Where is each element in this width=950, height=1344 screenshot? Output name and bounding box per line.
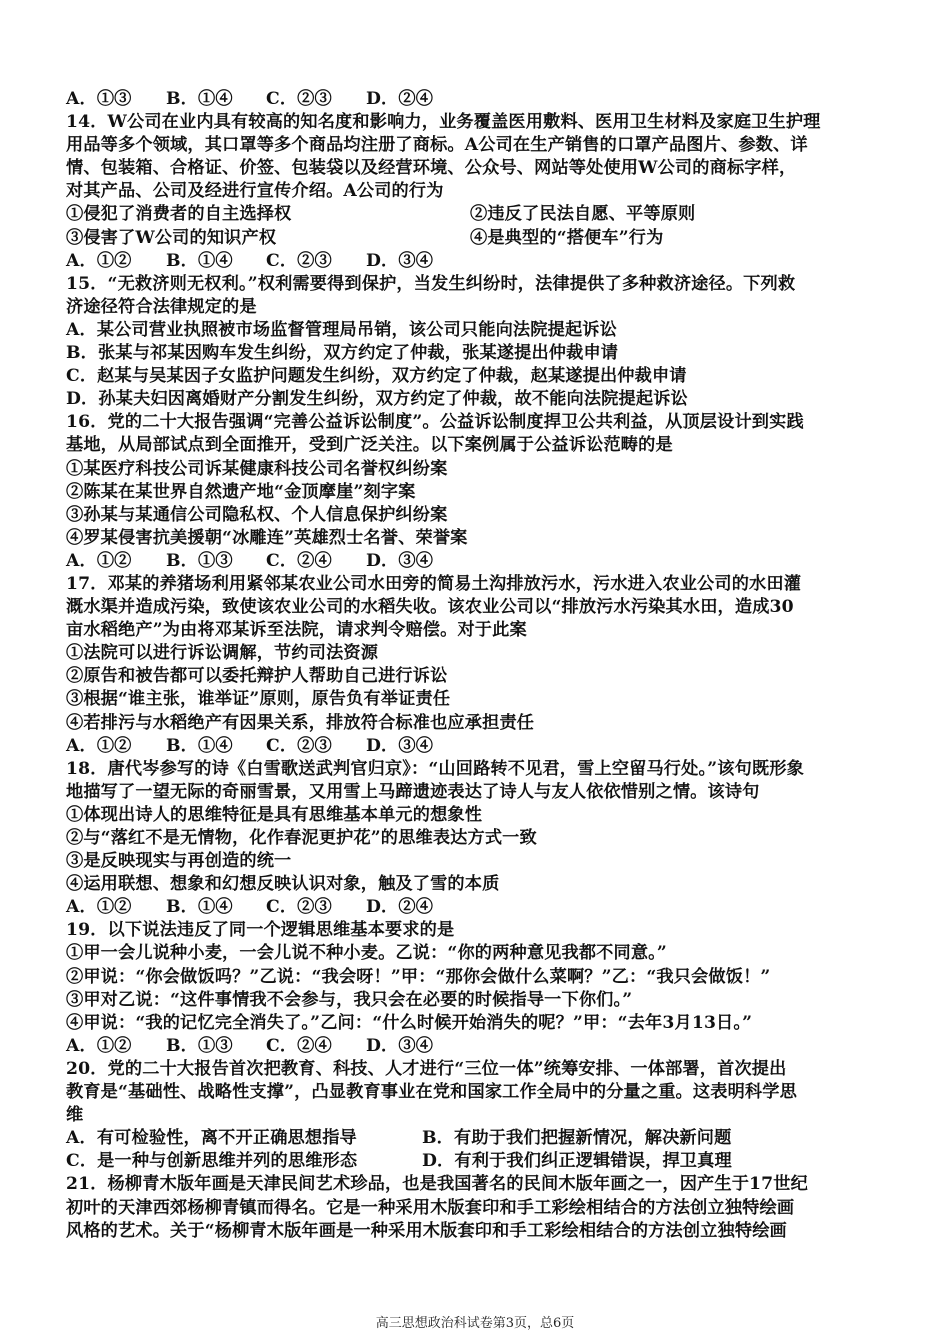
q18-options [66, 896, 888, 919]
q20-option-c: C．是一种与创新思维并列的思维形态 [66, 1151, 358, 1172]
q21-stem-line-3: 风格的艺术。关于“杨柳青木版年画是一种采用木版套印和手工彩绘相结合的方法创立独特绘画 [66, 1220, 787, 1241]
q18-statement-2: ②与“落红不是无情物，化作春泥更护花”的思维表达方式一致 [66, 828, 537, 848]
q14-stem-line-4: 对其产品、公司及经进行宣传介绍。A公司的行为 [66, 181, 444, 202]
q19-option-b: B．①③ [166, 1035, 233, 1056]
q14-option-a: A．①② [66, 250, 132, 271]
q16-options [66, 550, 888, 573]
q13-options [66, 88, 888, 111]
q19-option-a: A．①② [66, 1035, 132, 1056]
q16-statement-2: ②陈某在某世界自然遗产地“金顶摩崖”刻字案 [66, 481, 416, 502]
q14-option-b: B．①④ [166, 250, 233, 271]
q18-statement-3: ③是反映现实与再创造的统一 [66, 851, 292, 872]
q14-statement-3: ③侵害了W公司的知识产权 [66, 227, 277, 248]
q13-option-c: C．②③ [266, 89, 332, 109]
q20-option-a: A．有可检验性，离不开正确思想指导 [66, 1128, 357, 1149]
q20-option-d: D．有利于我们纠正逻辑错误，捍卫真理 [422, 1151, 732, 1172]
q21-stem-line-1: 21．杨柳青木版年画是天津民间艺术珍品，也是我国著名的民间木版年画之一，因产生于17世纪 [66, 1174, 808, 1195]
q15-option-d: D．孙某夫妇因离婚财产分割发生纠纷，双方约定了仲裁，故不能向法院提起诉讼 [66, 389, 688, 410]
q20-stem-line-1: 20．党的二十大报告首次把教育、科技、人才进行“三位一体”统筹安排、一体部署，首次提出 [66, 1058, 787, 1079]
q18-stem-line-2: 地描写了一望无际的奇丽雪景，又用雪上马蹄遗迹表达了诗人与友人依依惜别之情。该诗句 [66, 781, 760, 802]
q20-options-row-1 [66, 1127, 888, 1150]
q16-statement-4: ④罗某侵害抗美援朝“冰雕连”英雄烈士名誉、荣誉案 [66, 527, 468, 548]
q16-option-a: A．①② [66, 550, 132, 571]
q17-statement-4: ④若排污与水稻绝产有因果关系，排放符合标准也应承担责任 [66, 712, 535, 733]
q18-option-d: D．②④ [366, 897, 434, 918]
q18-option-b: B．①④ [166, 897, 233, 918]
q17-stem-line-3: 亩水稻绝产”为由将邓某诉至法院，请求判令赔偿。对于此案 [66, 620, 527, 641]
q17-option-d: D．③④ [366, 735, 434, 756]
q19-stem: 19．以下说法违反了同一个逻辑思维基本要求的是 [66, 920, 455, 941]
q20-stem-line-3: 维 [66, 1105, 84, 1126]
q20-options-row-2 [66, 1150, 888, 1173]
q16-option-d: D．③④ [366, 550, 434, 571]
q14-options [66, 250, 888, 273]
q17-option-c: C．②③ [266, 735, 332, 756]
q19-option-c: C．②④ [266, 1035, 332, 1056]
q17-option-b: B．①④ [166, 735, 233, 756]
q19-statement-3: ③甲对乙说：“这件事情我不会参与，我只会在必要的时候指导一下你们。” [66, 989, 633, 1010]
q16-option-c: C．②④ [266, 550, 332, 571]
q14-stem-line-1: 14．W公司在业内具有较高的知名度和影响力，业务覆盖医用敷料、医用卫生材料及家庭卫生护理 [66, 112, 821, 133]
q20-option-b: B．有助于我们把握新情况，解决新问题 [422, 1128, 732, 1149]
q20-stem-line-2: 教育是“基础性、战略性支撑”，凸显教育事业在党和国家工作全局中的分量之重。这表明科学思 [66, 1082, 797, 1103]
q13-option-d: D．②④ [366, 89, 434, 109]
q17-statement-3: ③根据“谁主张，谁举证”原则，原告负有举证责任 [66, 689, 451, 710]
q15-option-c: C．赵某与吴某因子女监护问题发生纠纷，双方约定了仲裁，赵某遂提出仲裁申请 [66, 366, 687, 387]
q19-statement-4: ④甲说：“我的记忆完全消失了。”乙问：“什么时候开始消失的呢？”甲：“去年3月13日。” [66, 1012, 753, 1033]
q21-stem-line-2: 初叶的天津西郊杨柳青镇而得名。它是一种采用木版套印和手工彩绘相结合的方法创立独特绘画 [66, 1197, 795, 1218]
q17-stem-line-1: 17．邓某的养猪场利用紧邻某农业公司水田旁的简易土沟排放污水，污水进入农业公司的水田灌 [66, 573, 802, 594]
q14-statement-1: ①侵犯了消费者的自主选择权 [66, 204, 292, 225]
q14-statement-2: ②违反了民法自愿、平等原则 [470, 204, 696, 225]
q18-option-a: A．①② [66, 897, 132, 918]
q17-option-a: A．①② [66, 735, 132, 756]
q15-stem-line-2: 济途径符合法律规定的是 [66, 296, 257, 317]
q14-statement-4: ④是典型的“搭便车”行为 [470, 227, 664, 248]
q14-option-c: C．②③ [266, 250, 332, 271]
q15-option-a: A．某公司营业执照被市场监督管理局吊销，该公司只能向法院提起诉讼 [66, 319, 617, 340]
q15-option-b: B．张某与祁某因购车发生纠纷，双方约定了仲裁，张某遂提出仲裁申请 [66, 343, 619, 364]
q19-statement-1: ①甲一会儿说种小麦，一会儿说不种小麦。乙说：“你的两种意见我都不同意。” [66, 943, 667, 964]
q16-statement-3: ③孙某与某通信公司隐私权、个人信息保护纠纷案 [66, 504, 448, 525]
q14-stem-line-2: 用品等多个领域，其口罩等多个商品均注册了商标。A公司在生产销售的口罩产品图片、参数、详 [66, 135, 808, 156]
q17-stem-line-2: 溉水渠并造成污染，致使该农业公司的水稻失收。该农业公司以“排放污水污染其水田，造成30 [66, 597, 794, 618]
q15-stem-line-1: 15．“无救济则无权利。”权利需要得到保护，当发生纠纷时，法律提供了多种救济途径。下列救 [66, 273, 796, 294]
q19-options [66, 1035, 888, 1058]
page-content [66, 88, 888, 1243]
q14-stem-line-3: 情、包装箱、合格证、价签、包装袋以及经营环境、公众号、网站等处使用W公司的商标字样， [66, 158, 797, 179]
q17-statement-1: ①法院可以进行诉讼调解，节约司法资源 [66, 643, 379, 664]
q18-stem-line-1: 18．唐代岑参写的诗《白雪歌送武判官归京》：“山回路转不见君，雪上空留马行处。”该句既形象 [66, 758, 804, 779]
q16-stem-line-2: 基地，从局部试点到全面推开，受到广泛关注。以下案例属于公益诉讼范畴的是 [66, 435, 673, 456]
q18-statement-1: ①体现出诗人的思维特征是具有思维基本单元的想象性 [66, 804, 483, 825]
q16-statement-1: ①某医疗科技公司诉某健康科技公司名誉权纠纷案 [66, 458, 448, 479]
q17-options [66, 735, 888, 758]
q18-option-c: C．②③ [266, 897, 332, 918]
q14-option-d: D．③④ [366, 250, 434, 271]
q13-option-a: A．①③ [66, 89, 132, 109]
q19-statement-2: ②甲说：“你会做饭吗？”乙说：“我会呀！”甲：“那你会做什么菜啊？”乙：“我只会做饭！” [66, 966, 771, 987]
q16-stem-line-1: 16．党的二十大报告强调“完善公益诉讼制度”。公益诉讼制度捍卫公共利益，从顶层设计到实践 [66, 412, 804, 433]
q14-statements-row-1 [66, 203, 888, 226]
q13-option-b: B．①④ [166, 89, 233, 109]
q16-option-b: B．①③ [166, 550, 233, 571]
q17-statement-2: ②原告和被告都可以委托辩护人帮助自己进行诉讼 [66, 666, 448, 687]
q19-option-d: D．③④ [366, 1035, 434, 1056]
q18-statement-4: ④运用联想、想象和幻想反映认识对象，触及了雪的本质 [66, 874, 500, 895]
q14-statements-row-2 [66, 227, 888, 250]
page-footer: 高三思想政治科试卷第3页，总6页 [375, 1316, 575, 1331]
